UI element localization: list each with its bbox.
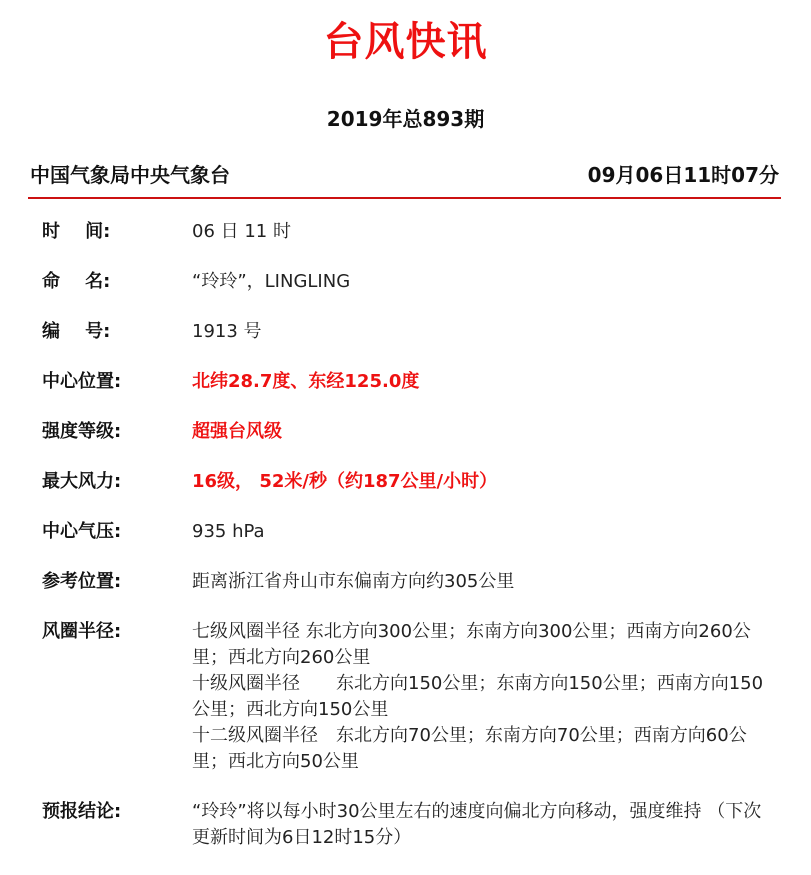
row-wind-radius [0, 619, 811, 775]
row-number [0, 319, 811, 345]
row-intensity [0, 419, 811, 445]
name-value: “玲玲”，LINGLING [192, 271, 351, 292]
page-title: 台风快讯 [323, 19, 488, 65]
row-time [0, 219, 811, 245]
row-center [0, 369, 811, 395]
reference-value: 距离浙江省舟山市东偏南方向约305公里 [192, 571, 515, 592]
name-label: 命 名: [42, 271, 111, 292]
max-wind-label: 最大风力: [42, 471, 122, 492]
row-max-wind [0, 469, 811, 495]
time-value: 06 日 11 时 [192, 221, 291, 242]
max-wind-value: 16级， 52米/秒（约187公里/小时） [192, 471, 498, 492]
time-label: 时 间: [42, 221, 111, 242]
intensity-value: 超强台风级 [192, 421, 282, 442]
header-divider [28, 197, 781, 199]
number-value: 1913 号 [192, 321, 262, 342]
issuing-agency: 中国气象局中央气象台 [30, 163, 230, 187]
row-name [0, 269, 811, 295]
number-label: 编 号: [42, 321, 111, 342]
row-reference [0, 569, 811, 595]
wind-radius-value [192, 619, 764, 775]
wind-radius-7: 七级风圈半径 东北方向300公里；东南方向300公里；西南方向260公里；西北方向260公里 [192, 621, 751, 668]
typhoon-details [0, 219, 811, 875]
intensity-label: 强度等级: [42, 421, 122, 442]
pressure-label: 中心气压: [42, 521, 122, 542]
row-forecast [0, 799, 811, 851]
center-value: 北纬28.7度、东经125.0度 [192, 371, 420, 392]
row-pressure [0, 519, 811, 545]
wind-radius-12: 十二级风圈半径 东北方向70公里；东南方向70公里；西南方向60公里；西北方向50公里 [192, 725, 747, 772]
forecast-label: 预报结论: [42, 801, 122, 822]
pressure-value: 935 hPa [192, 521, 265, 542]
issue-number: 2019年总893期 [326, 107, 485, 131]
forecast-value: “玲玲”将以每小时30公里左右的速度向偏北方向移动，强度维持 （下次更新时间为6日12时15分） [192, 801, 762, 848]
wind-radius-label: 风圈半径: [42, 621, 122, 642]
issued-time: 09月06日11时07分 [587, 163, 779, 187]
wind-radius-10: 十级风圈半径 东北方向150公里；东南方向150公里；西南方向150公里；西北方向150公里 [192, 673, 764, 720]
center-label: 中心位置: [42, 371, 122, 392]
reference-label: 参考位置: [42, 571, 122, 592]
